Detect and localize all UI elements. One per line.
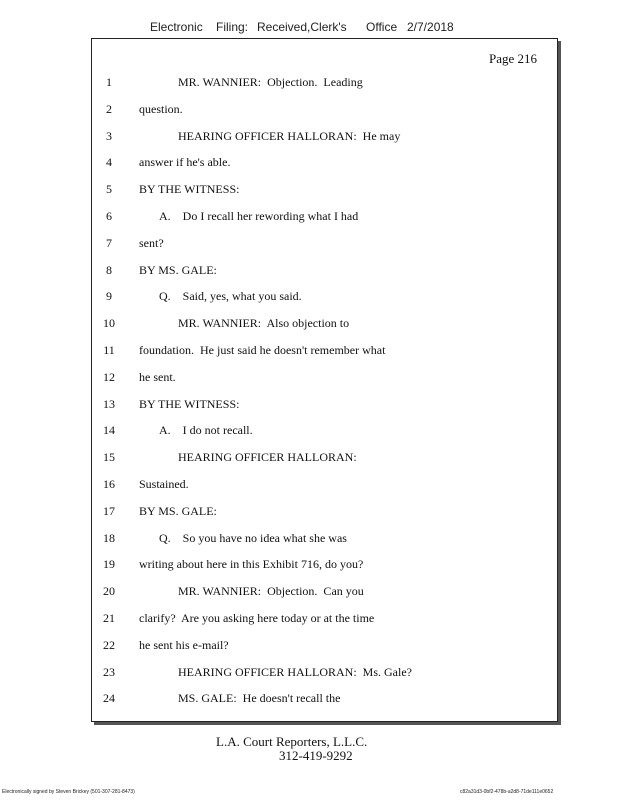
line-number: 1 [106,75,112,89]
line-text: MR. WANNIER: Objection. Leading [178,75,363,89]
footer-company: L.A. Court Reporters, L.L.C. [216,734,368,749]
transcript-line [92,206,557,226]
line-text: HEARING OFFICER HALLORAN: Ms. Gale? [178,664,412,679]
line-number: 4 [106,155,112,170]
line-number: 23 [103,664,115,679]
transcript-line [92,554,557,574]
transcript-line [92,635,557,655]
transcript-line [92,608,557,628]
line-text: BY MS. GALE: [139,262,217,277]
transcript-line [92,528,557,548]
line-text: BY THE WITNESS: [139,396,240,411]
line-text: answer if he's able. [139,155,231,170]
line-text: he sent. [139,369,176,384]
line-number: 18 [103,530,115,545]
line-text: BY MS. GALE: [139,503,217,518]
transcript-line [92,179,557,199]
transcript-line [92,152,557,172]
transcript-line [92,126,557,146]
line-text: Sustained. [139,477,189,491]
line-number: 9 [106,289,112,304]
line-text: HEARING OFFICER HALLORAN: He may [178,128,401,143]
line-text: question. [139,101,183,116]
transcript-line [92,662,557,682]
line-text: MR. WANNIER: Also objection to [178,316,350,331]
line-number: 6 [106,209,112,223]
transcript-line [92,233,557,253]
line-text: Q. So you have no idea what she was [159,530,347,545]
line-text: writing about here in this Exhibit 716, do you? [139,557,364,572]
signature-right: c82a31d3-0bf2-478b-a2d8-71de111e0652 [460,789,554,795]
line-number: 15 [103,450,115,465]
transcript-line [92,286,557,306]
line-text: he sent his e-mail? [139,637,229,652]
line-number: 8 [106,262,112,277]
transcript-line [92,313,557,333]
stamp-date: 2/7/2018 [407,20,454,34]
stamp-received: Received,Clerk's [257,20,347,34]
transcript-line [92,447,557,467]
footer-phone: 312-419-9292 [279,748,353,763]
transcript-line [92,501,557,521]
transcript-line [92,688,557,708]
line-text: clarify? Are you asking here today or at the time [139,611,375,625]
line-text: HEARING OFFICER HALLORAN: [178,450,357,465]
stamp-filing: Filing: [216,20,249,34]
transcript-line [92,260,557,280]
line-number: 7 [106,235,112,250]
transcript-line [92,394,557,414]
line-text: MS. GALE: He doesn't recall the [178,691,341,706]
transcript-line [92,581,557,601]
line-text: foundation. He just said he doesn't remember what [139,343,386,357]
line-number: 17 [103,503,115,518]
line-number: 20 [103,584,115,599]
line-number: 13 [103,396,115,411]
transcript-page [91,38,558,722]
line-number: 10 [103,316,115,331]
line-number: 14 [103,423,115,438]
transcript-line [92,367,557,387]
stamp-office: Office [366,20,398,34]
line-text: sent? [139,235,164,250]
line-number: 2 [106,101,112,116]
line-number: 11 [103,343,115,357]
transcript-line [92,99,557,119]
transcript-line [92,72,557,92]
line-number: 3 [106,128,112,143]
line-number: 22 [103,637,115,652]
transcript-line [92,340,557,360]
line-number: 21 [103,611,115,625]
line-number: 5 [106,182,112,197]
signature-left: Electronically signed by Steven Brickey (501-307-281-8473) [2,789,135,795]
line-text: MR. WANNIER: Objection. Can you [178,584,364,599]
transcript-line [92,420,557,440]
line-number: 19 [103,557,115,572]
line-number: 12 [103,369,115,384]
line-number: 24 [103,691,115,706]
line-number: 16 [103,477,115,491]
line-text: BY THE WITNESS: [139,182,240,197]
line-text: A. Do I recall her rewording what I had [159,209,359,223]
line-text: A. I do not recall. [159,423,253,438]
stamp-electronic: Electronic [150,20,203,34]
line-text: Q. Said, yes, what you said. [159,289,302,304]
page-number: Page 216 [488,51,537,66]
transcript-line [92,474,557,494]
